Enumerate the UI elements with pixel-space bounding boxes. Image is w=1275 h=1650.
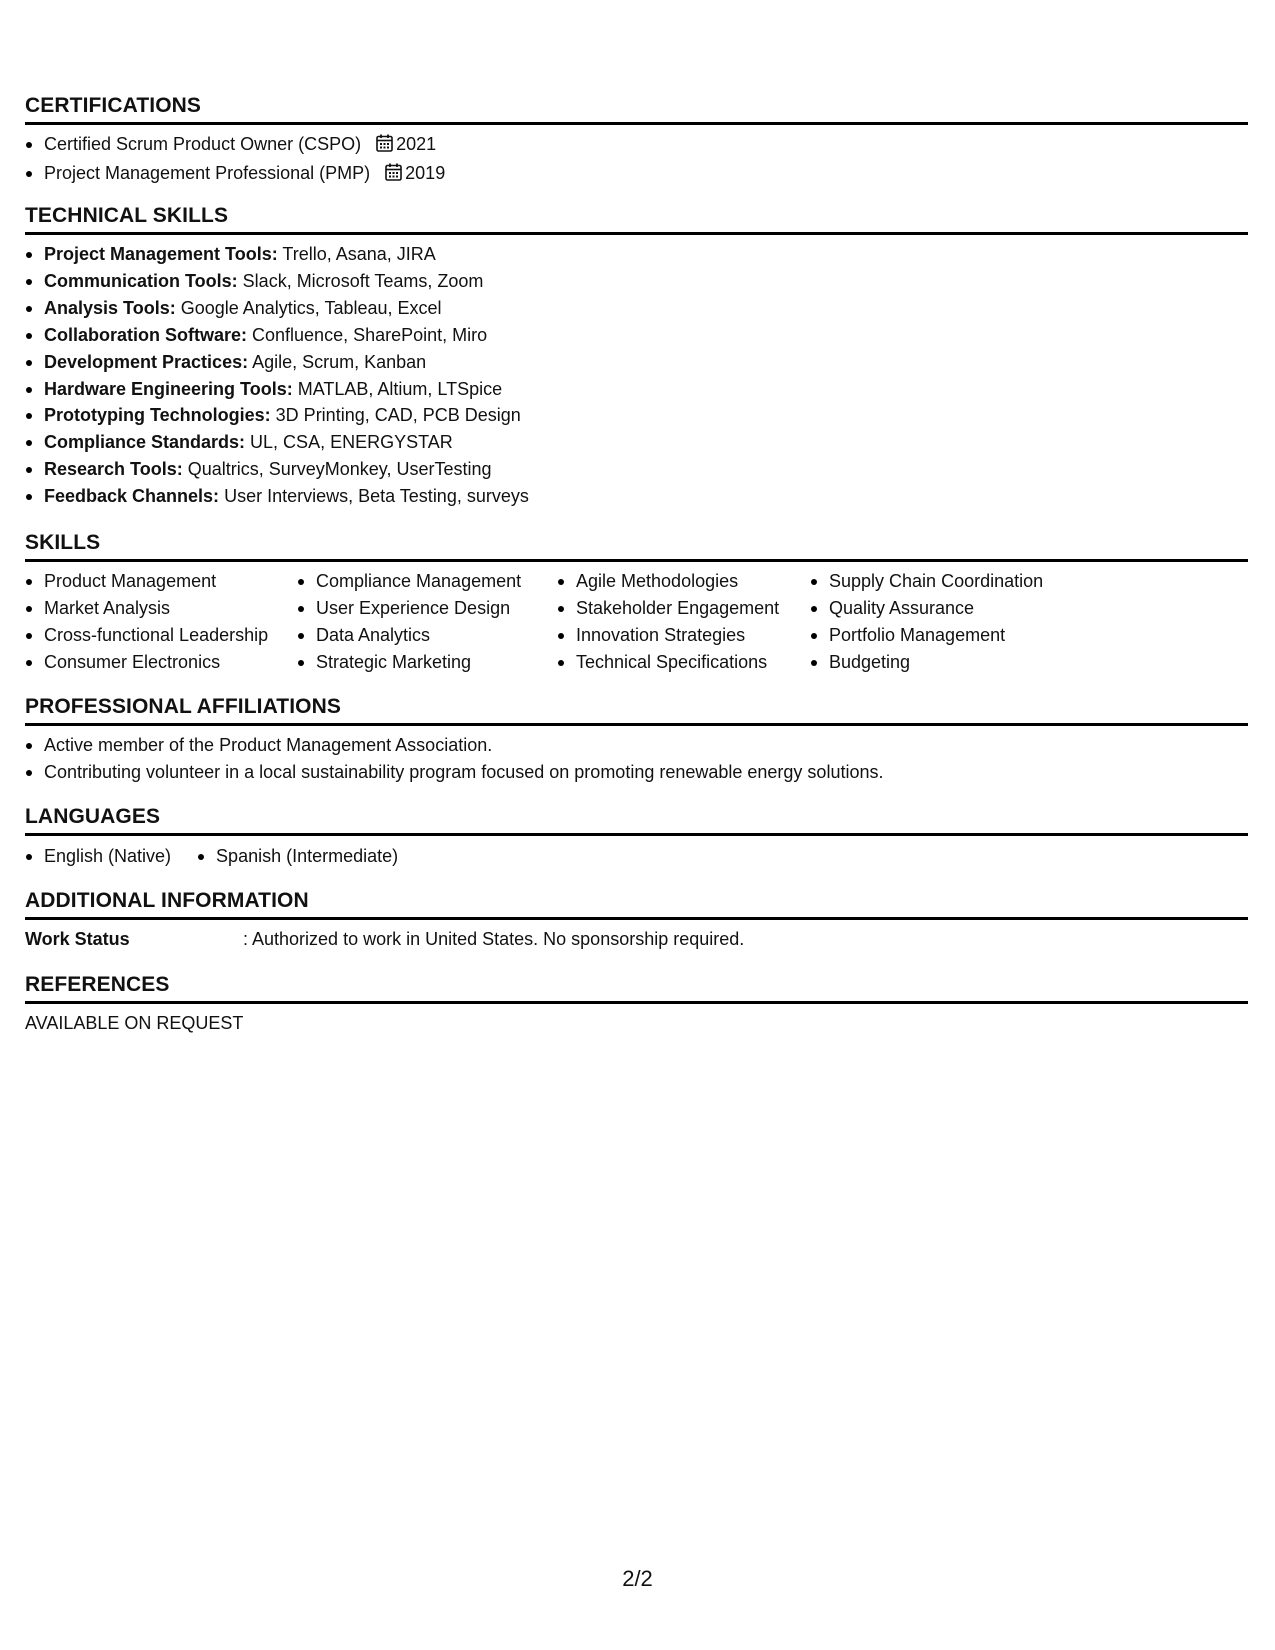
skill-item: Budgeting: [810, 649, 1043, 676]
skill-item: Stakeholder Engagement: [557, 595, 779, 622]
references-heading: REFERENCES: [25, 973, 1248, 1004]
skills-section: [25, 531, 1248, 678]
page-number: 2/2: [622, 1566, 653, 1591]
references-text: AVAILABLE ON REQUEST: [25, 1013, 244, 1033]
affiliations-list: [25, 732, 1248, 786]
calendar-icon: [385, 162, 402, 189]
technical-skills-section: [25, 204, 1248, 510]
technical-skill-item: [25, 241, 1248, 268]
affiliations-heading: PROFESSIONAL AFFILIATIONS: [25, 695, 1248, 726]
languages-heading: LANGUAGES: [25, 805, 1248, 836]
affiliation-item: Active member of the Product Management Association.: [25, 732, 1248, 759]
technical-skill-label: Communication Tools:: [44, 270, 238, 291]
technical-skill-value: Confluence, SharePoint, Miro: [247, 324, 488, 345]
skills-column: [25, 568, 268, 676]
technical-skills-list: [25, 241, 1248, 510]
technical-skill-item: [25, 402, 1248, 429]
skill-item: Product Management: [25, 568, 268, 595]
certifications-heading: CERTIFICATIONS: [25, 94, 1248, 125]
skill-item: Quality Assurance: [810, 595, 1043, 622]
skills-column: [557, 568, 779, 676]
technical-skill-value: Trello, Asana, JIRA: [277, 244, 436, 264]
additional-info-heading: ADDITIONAL INFORMATION: [25, 889, 1248, 920]
certifications-list: [25, 131, 1248, 189]
skill-item: User Experience Design: [297, 595, 521, 622]
languages-section: [25, 805, 1248, 870]
skill-item: Data Analytics: [297, 622, 521, 649]
certification-item: [25, 131, 1248, 160]
certification-year: 2019: [405, 162, 446, 183]
language-item: Spanish (Intermediate): [197, 843, 398, 870]
skill-item: Portfolio Management: [810, 622, 1043, 649]
technical-skill-item: [25, 456, 1248, 483]
skills-heading: SKILLS: [25, 531, 1248, 562]
technical-skill-label: Project Management Tools:: [44, 244, 278, 264]
technical-skill-value: Qualtrics, SurveyMonkey, UserTesting: [182, 459, 492, 480]
technical-skill-value: UL, CSA, ENERGYSTAR: [245, 432, 453, 453]
certification-year: 2021: [396, 134, 437, 154]
references-section: [25, 973, 1248, 1036]
technical-skill-value: Google Analytics, Tableau, Excel: [175, 297, 442, 318]
affiliation-item: Contributing volunteer in a local sustainability program focused on promoting renewable energy solutions.: [25, 759, 1248, 786]
skills-column: [297, 568, 521, 676]
technical-skill-value: 3D Printing, CAD, PCB Design: [270, 405, 521, 426]
technical-skill-value: Slack, Microsoft Teams, Zoom: [237, 270, 484, 291]
work-status-value: : Authorized to work in United States. No sponsorship required.: [243, 929, 745, 949]
technical-skill-value: User Interviews, Beta Testing, surveys: [219, 486, 529, 507]
skill-item: Agile Methodologies: [557, 568, 779, 595]
skill-item: Cross-functional Leadership: [25, 622, 268, 649]
technical-skill-item: [25, 295, 1248, 322]
skill-item: Strategic Marketing: [297, 649, 521, 676]
technical-skill-label: Analysis Tools:: [44, 297, 176, 318]
skills-column: [810, 568, 1043, 676]
skill-item: Compliance Management: [297, 568, 521, 595]
additional-info-section: [25, 889, 1248, 952]
skill-item: Innovation Strategies: [557, 622, 779, 649]
technical-skill-item: [25, 268, 1248, 295]
technical-skill-label: Compliance Standards:: [44, 432, 246, 453]
skill-item: Consumer Electronics: [25, 649, 268, 676]
technical-skill-label: Development Practices:: [44, 351, 249, 372]
certifications-section: [25, 94, 1248, 189]
calendar-icon: [376, 133, 393, 160]
skill-item: Market Analysis: [25, 595, 268, 622]
technical-skill-label: Feedback Channels:: [44, 486, 220, 507]
technical-skill-item: [25, 429, 1248, 456]
technical-skill-label: Collaboration Software:: [44, 324, 248, 345]
technical-skill-label: Prototyping Technologies:: [44, 405, 271, 426]
technical-skill-label: Research Tools:: [44, 459, 183, 480]
technical-skill-item: [25, 349, 1248, 376]
skill-item: Supply Chain Coordination: [810, 568, 1043, 595]
skills-grid: [25, 568, 1248, 678]
technical-skill-item: [25, 322, 1248, 349]
affiliations-section: [25, 695, 1248, 786]
work-status-label: Work Status: [25, 929, 130, 949]
language-item: English (Native): [25, 843, 171, 870]
work-status-row: [25, 926, 1248, 952]
languages-list: [25, 843, 1248, 870]
certification-name: Certified Scrum Product Owner (CSPO): [44, 134, 362, 154]
skill-item: Technical Specifications: [557, 649, 779, 676]
certification-name: Project Management Professional (PMP): [44, 162, 371, 183]
technical-skill-value: MATLAB, Altium, LTSpice: [292, 378, 503, 399]
technical-skill-item: [25, 483, 1248, 510]
technical-skill-item: [25, 376, 1248, 403]
certification-item: [25, 160, 1248, 189]
technical-skills-heading: TECHNICAL SKILLS: [25, 204, 1248, 235]
technical-skill-value: Agile, Scrum, Kanban: [248, 351, 427, 372]
technical-skill-label: Hardware Engineering Tools:: [44, 378, 293, 399]
